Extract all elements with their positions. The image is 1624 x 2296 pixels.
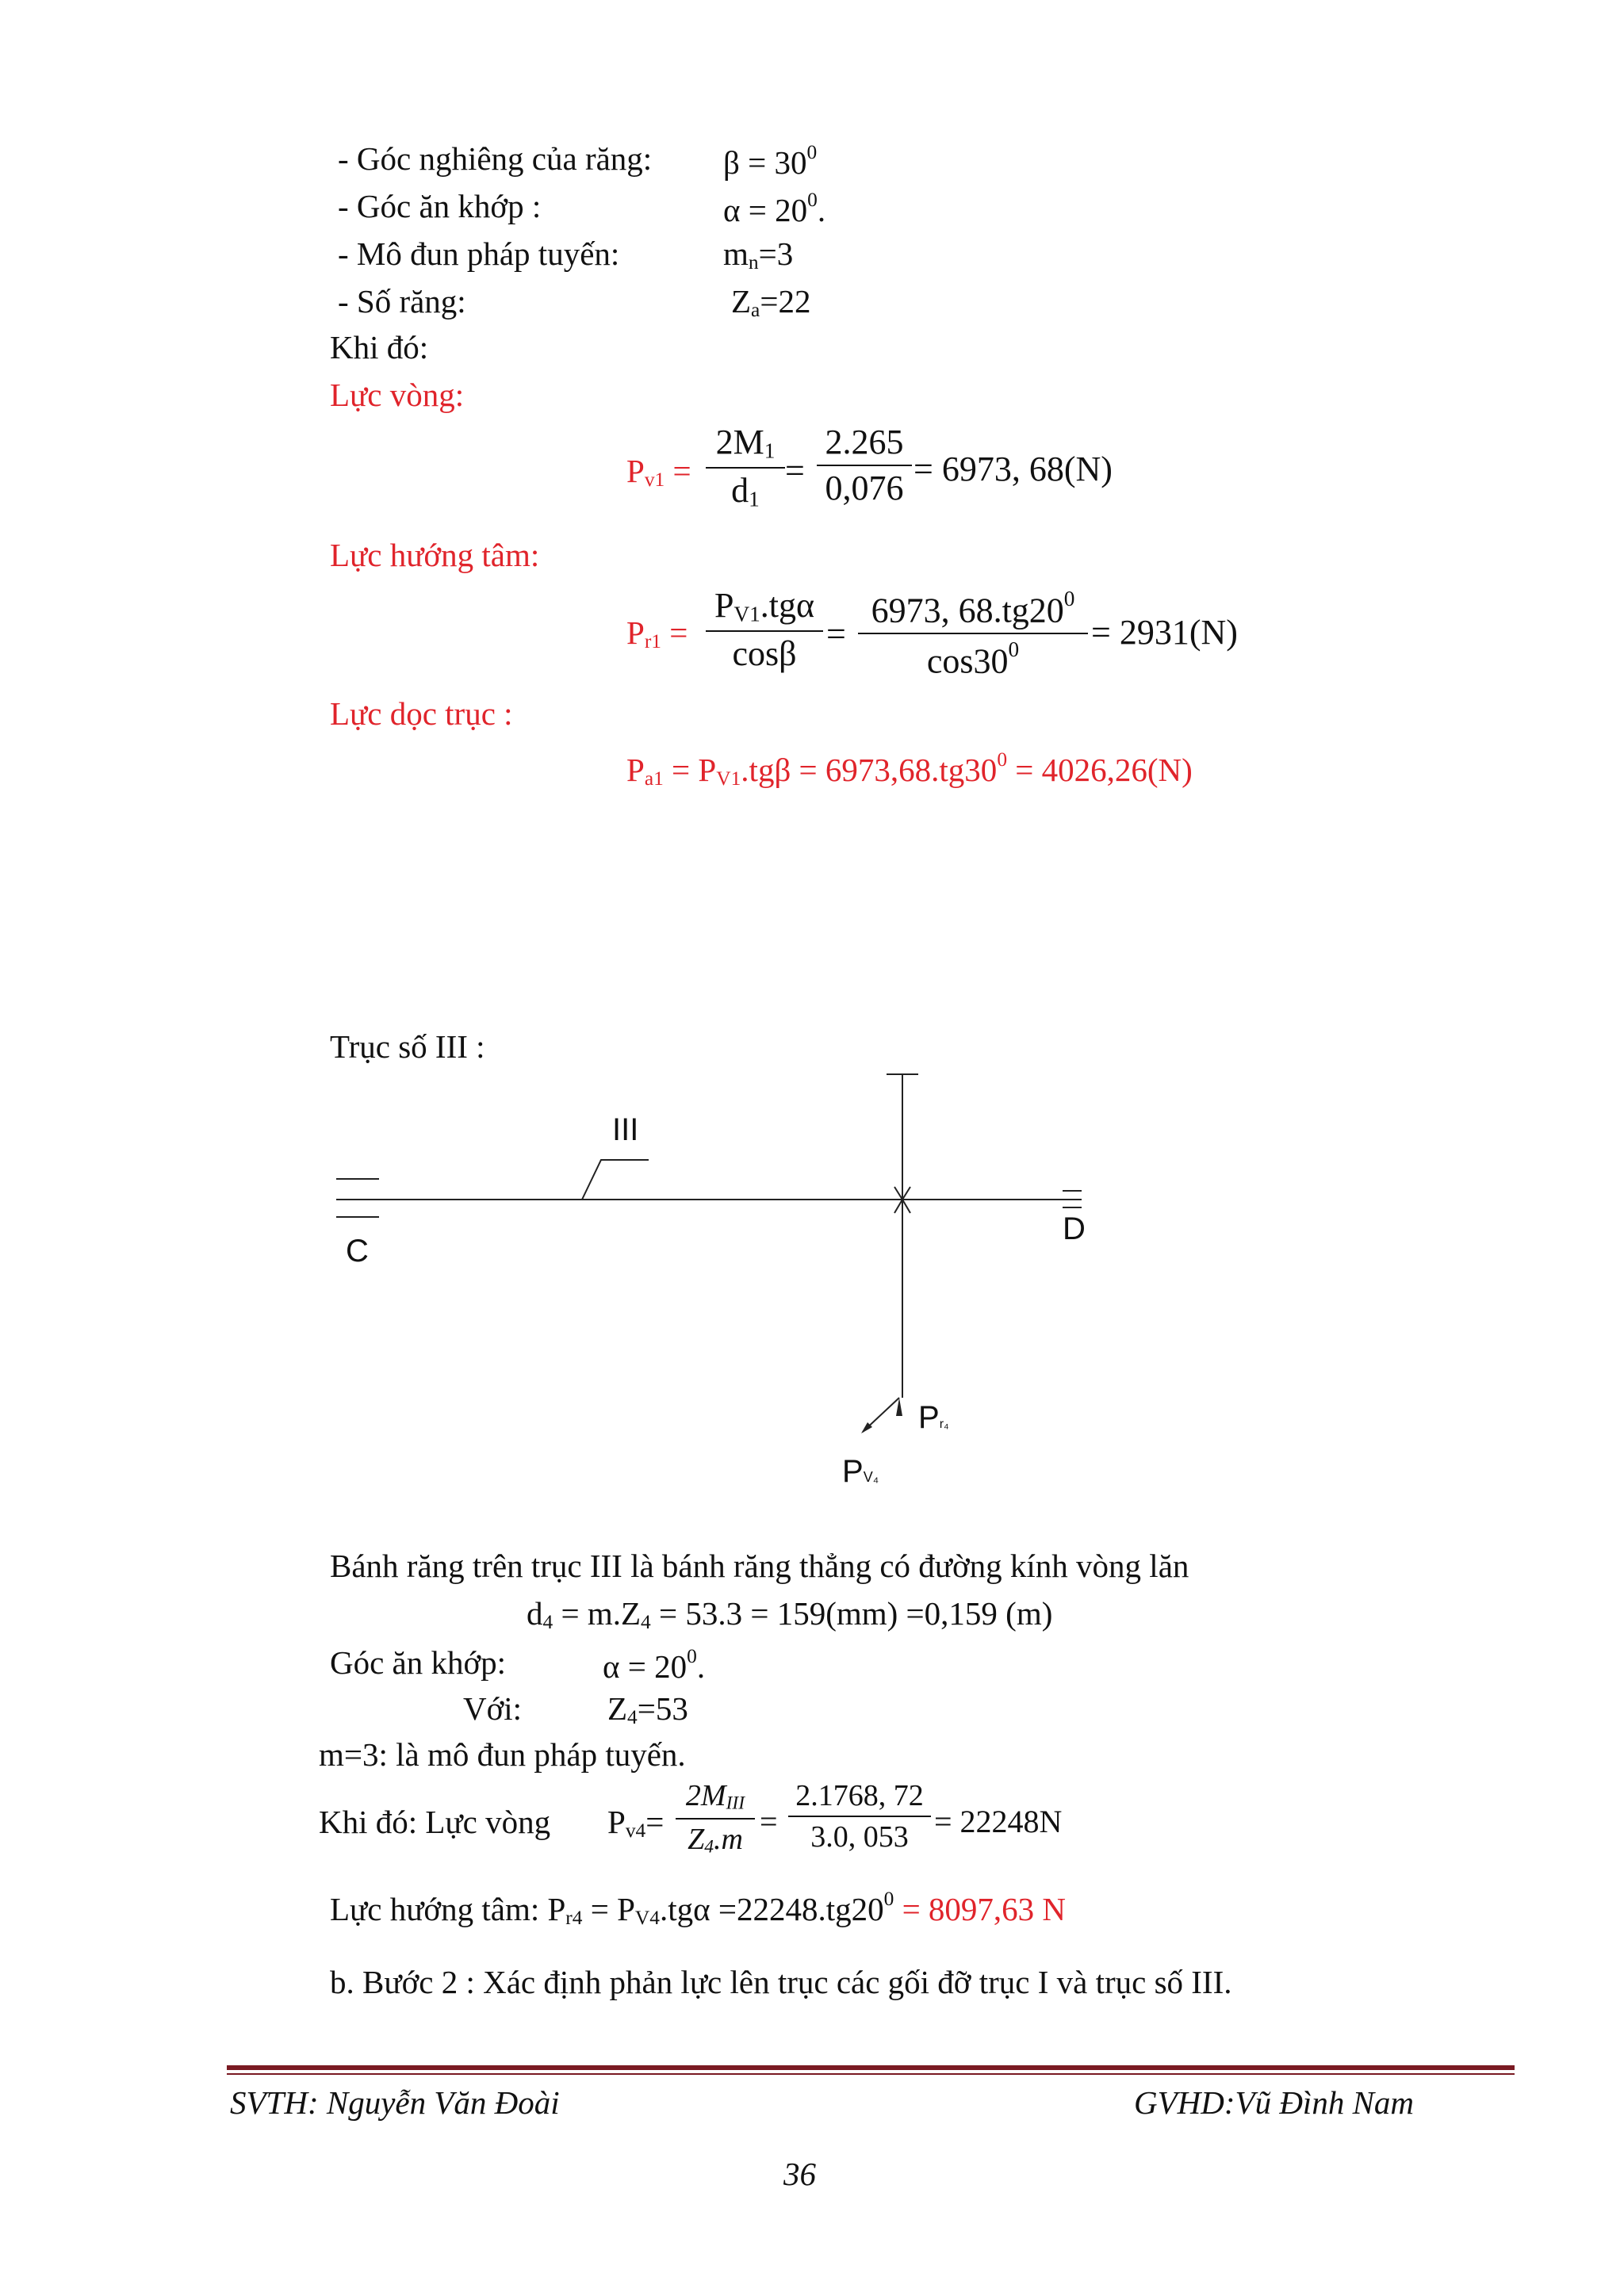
param-goc-nghieng-label: - Góc nghiêng của răng:	[338, 140, 653, 177]
d4-formula: d4 = m.Z4 = 53.3 = 159(mm) =0,159 (m)	[527, 1595, 1053, 1634]
pa1-formula: $Pa1 = PV1.tg\beta = 6973,68.tg30^0 = 4026,26(N)$	[626, 748, 1193, 790]
luc-vong-heading: Lực vòng:	[330, 377, 465, 413]
banh-rang-text: Bánh răng trên trục III là bánh răng thẳng có đường kính vòng lăn	[330, 1548, 1189, 1584]
pr1-result: = 2931(N)	[1091, 613, 1238, 652]
pv4-fraction-1: $2M_{III}$ $Z_4.m$	[676, 1781, 755, 1858]
param-goc-an-khop-label: - Góc ăn khớp :	[338, 188, 542, 224]
luc-doc-truc-heading: Lực dọc trục :	[330, 695, 513, 732]
pr1-fraction-2: 6973, $68.tg20^0$ $\cos 30^0$	[858, 588, 1088, 679]
pr1-lhs: Pr1 =	[626, 614, 688, 653]
force-label-pr4: Pr₄	[918, 1400, 949, 1435]
pv1-fraction-2: 2.265 0,076	[817, 425, 912, 506]
footer-gvhd: GVHD:Vũ Đình Nam	[1134, 2084, 1415, 2121]
pv1-fraction-1: $2M_1$ $d_1$	[706, 425, 785, 510]
param-so-rang-value: Za=22	[731, 283, 811, 322]
support-label-c: C	[346, 1234, 369, 1269]
support-label-d: D	[1063, 1211, 1086, 1246]
force-label-pv4: PV₄	[842, 1454, 879, 1489]
pr4-formula: Lực hướng tâm: $Pr4 = PV4.tg\alpha =22248.tg20^0 = 8097,63$ N	[330, 1888, 1067, 1930]
z4-value: Z4=53	[607, 1690, 688, 1729]
pv4-equals: =	[760, 1804, 778, 1839]
footer-rule-thick	[227, 2065, 1515, 2070]
pr1-fraction-1: $P_{V1}.tg\alpha$ cosβ	[706, 588, 823, 672]
param-so-rang-label: - Số răng:	[338, 283, 466, 320]
pv4-fraction-2: 2.1768, 72 3.0, 053	[788, 1781, 931, 1852]
page-number: 36	[783, 2156, 816, 2192]
footer-rule-thin	[227, 2073, 1515, 2075]
pv1-equals: =	[785, 451, 805, 490]
param-mo-dun-value: mn=3	[723, 235, 794, 274]
buoc-2-heading: b. Bước 2 : Xác định phản lực lên trục các gối đỡ trục I và trục số III.	[330, 1964, 1232, 2000]
param-goc-an-khop-value: $\alpha = 20^0$.	[723, 189, 826, 229]
goc-an-khop-value-2: $\alpha = 20^0$.	[603, 1645, 706, 1686]
param-goc-nghieng-value: $\beta = 30^0$	[723, 141, 818, 182]
pv4-label: Khi đó: Lực vòng	[319, 1804, 551, 1840]
pv1-result: = 6973, 68(N)	[914, 450, 1113, 488]
footer-svth: SVTH: Nguyễn Văn Đoài	[230, 2084, 560, 2121]
pv4-lhs: Pv4=	[607, 1804, 665, 1843]
luc-huong-tam-heading: Lực hướng tâm:	[330, 537, 540, 573]
m-line: m=3: là mô đun pháp tuyến.	[319, 1736, 686, 1773]
pr1-equals: =	[826, 614, 846, 653]
khi-do-text: Khi đó:	[330, 329, 429, 365]
shaft-label-iii: III	[612, 1112, 639, 1147]
param-mo-dun-label: - Mô đun pháp tuyến:	[338, 235, 620, 272]
goc-an-khop-label-2: Góc ăn khớp:	[330, 1644, 507, 1681]
voi-label: Với:	[463, 1690, 523, 1727]
pv4-result: = 22248N	[934, 1804, 1063, 1839]
pv1-lhs: Pv1 =	[626, 453, 691, 492]
truc-3-heading: Trục số III :	[330, 1028, 485, 1065]
